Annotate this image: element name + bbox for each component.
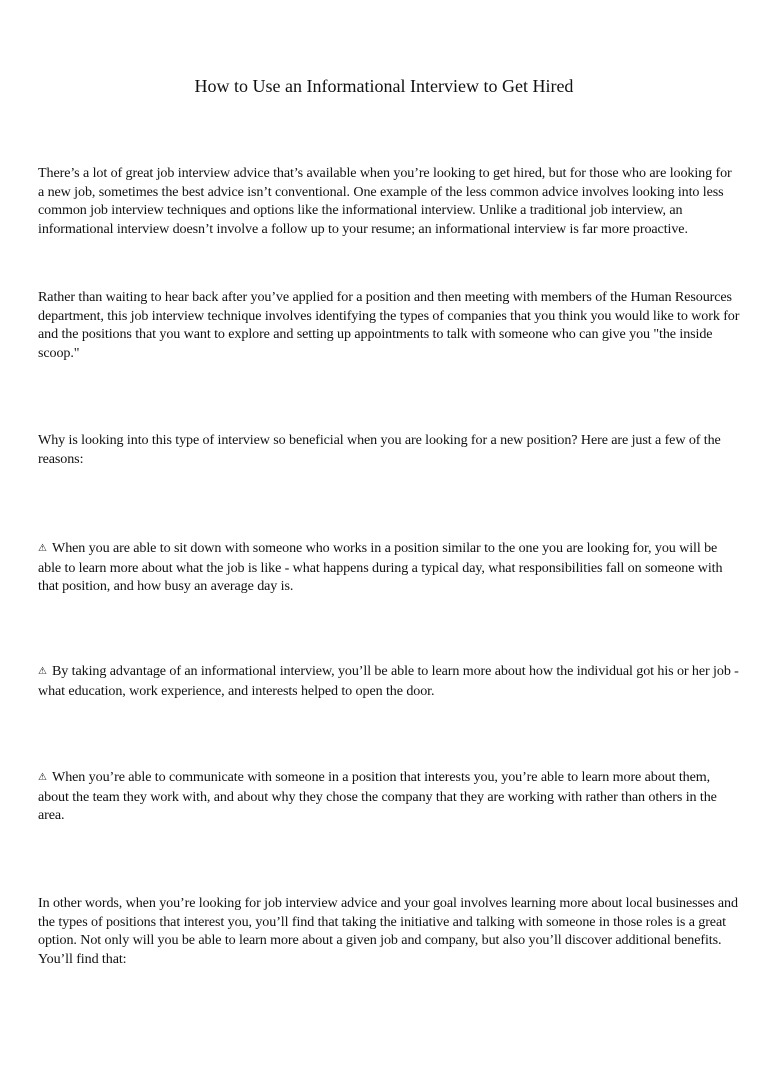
warning-bullet-icon: ⚠ (38, 666, 47, 677)
intro-paragraph: There’s a lot of great job interview advice that’s available when you’re looking to get hired, but for those who are looking for a new job, sometimes the best advice isn’t conventional. One example of the less common advice involves looking into less common job interview techniques and options like the informational interview. Unlike a traditional job interview, an informational interview doesn’t involve a follow up to your resume; an informational interview is far more proactive. (38, 165, 732, 237)
bullet-item (38, 662, 740, 700)
bullet-item (38, 539, 740, 596)
bullet-item (38, 768, 740, 825)
question-paragraph: Why is looking into this type of interview so beneficial when you are looking for a new position? Here are just a few of the reasons: (38, 432, 721, 467)
closing-paragraph: In other words, when you’re looking for job interview advice and your goal involves learning more about local businesses and the types of positions that interest you, you’ll find that taking the initiative and talking with someone in those roles is a great option. Not only will you be able to learn more about a given job and company, but also you’ll discover additional benefits. You’ll find that: (38, 895, 738, 967)
bullet-text: When you’re able to communicate with someone in a position that interests you, you’re able to learn more about them, about the team they work with, and about why they chose the company that they are working with rather than others in the area. (38, 769, 717, 823)
document-title: How to Use an Informational Interview to Get Hired (194, 76, 574, 96)
bullet-text: By taking advantage of an informational interview, you’ll be able to learn more about how the individual got his or her job - what education, work experience, and interests helped to open the door. (38, 663, 739, 699)
warning-bullet-icon: ⚠ (38, 543, 47, 554)
bullet-text: When you are able to sit down with someone who works in a position similar to the one you are looking for, you will be able to learn more about what the job is like - what happens during a typical day, what responsibilities fall on someone with that position, and how busy an average day is. (38, 540, 723, 594)
second-paragraph: Rather than waiting to hear back after you’ve applied for a position and then meeting with members of the Human Resources department, this job interview technique involves identifying the types of companies that you think you would like to work for and the positions that you want to explore and setting up appointments to talk with someone who can give you "the inside scoop." (38, 289, 740, 361)
warning-bullet-icon: ⚠ (38, 772, 47, 783)
